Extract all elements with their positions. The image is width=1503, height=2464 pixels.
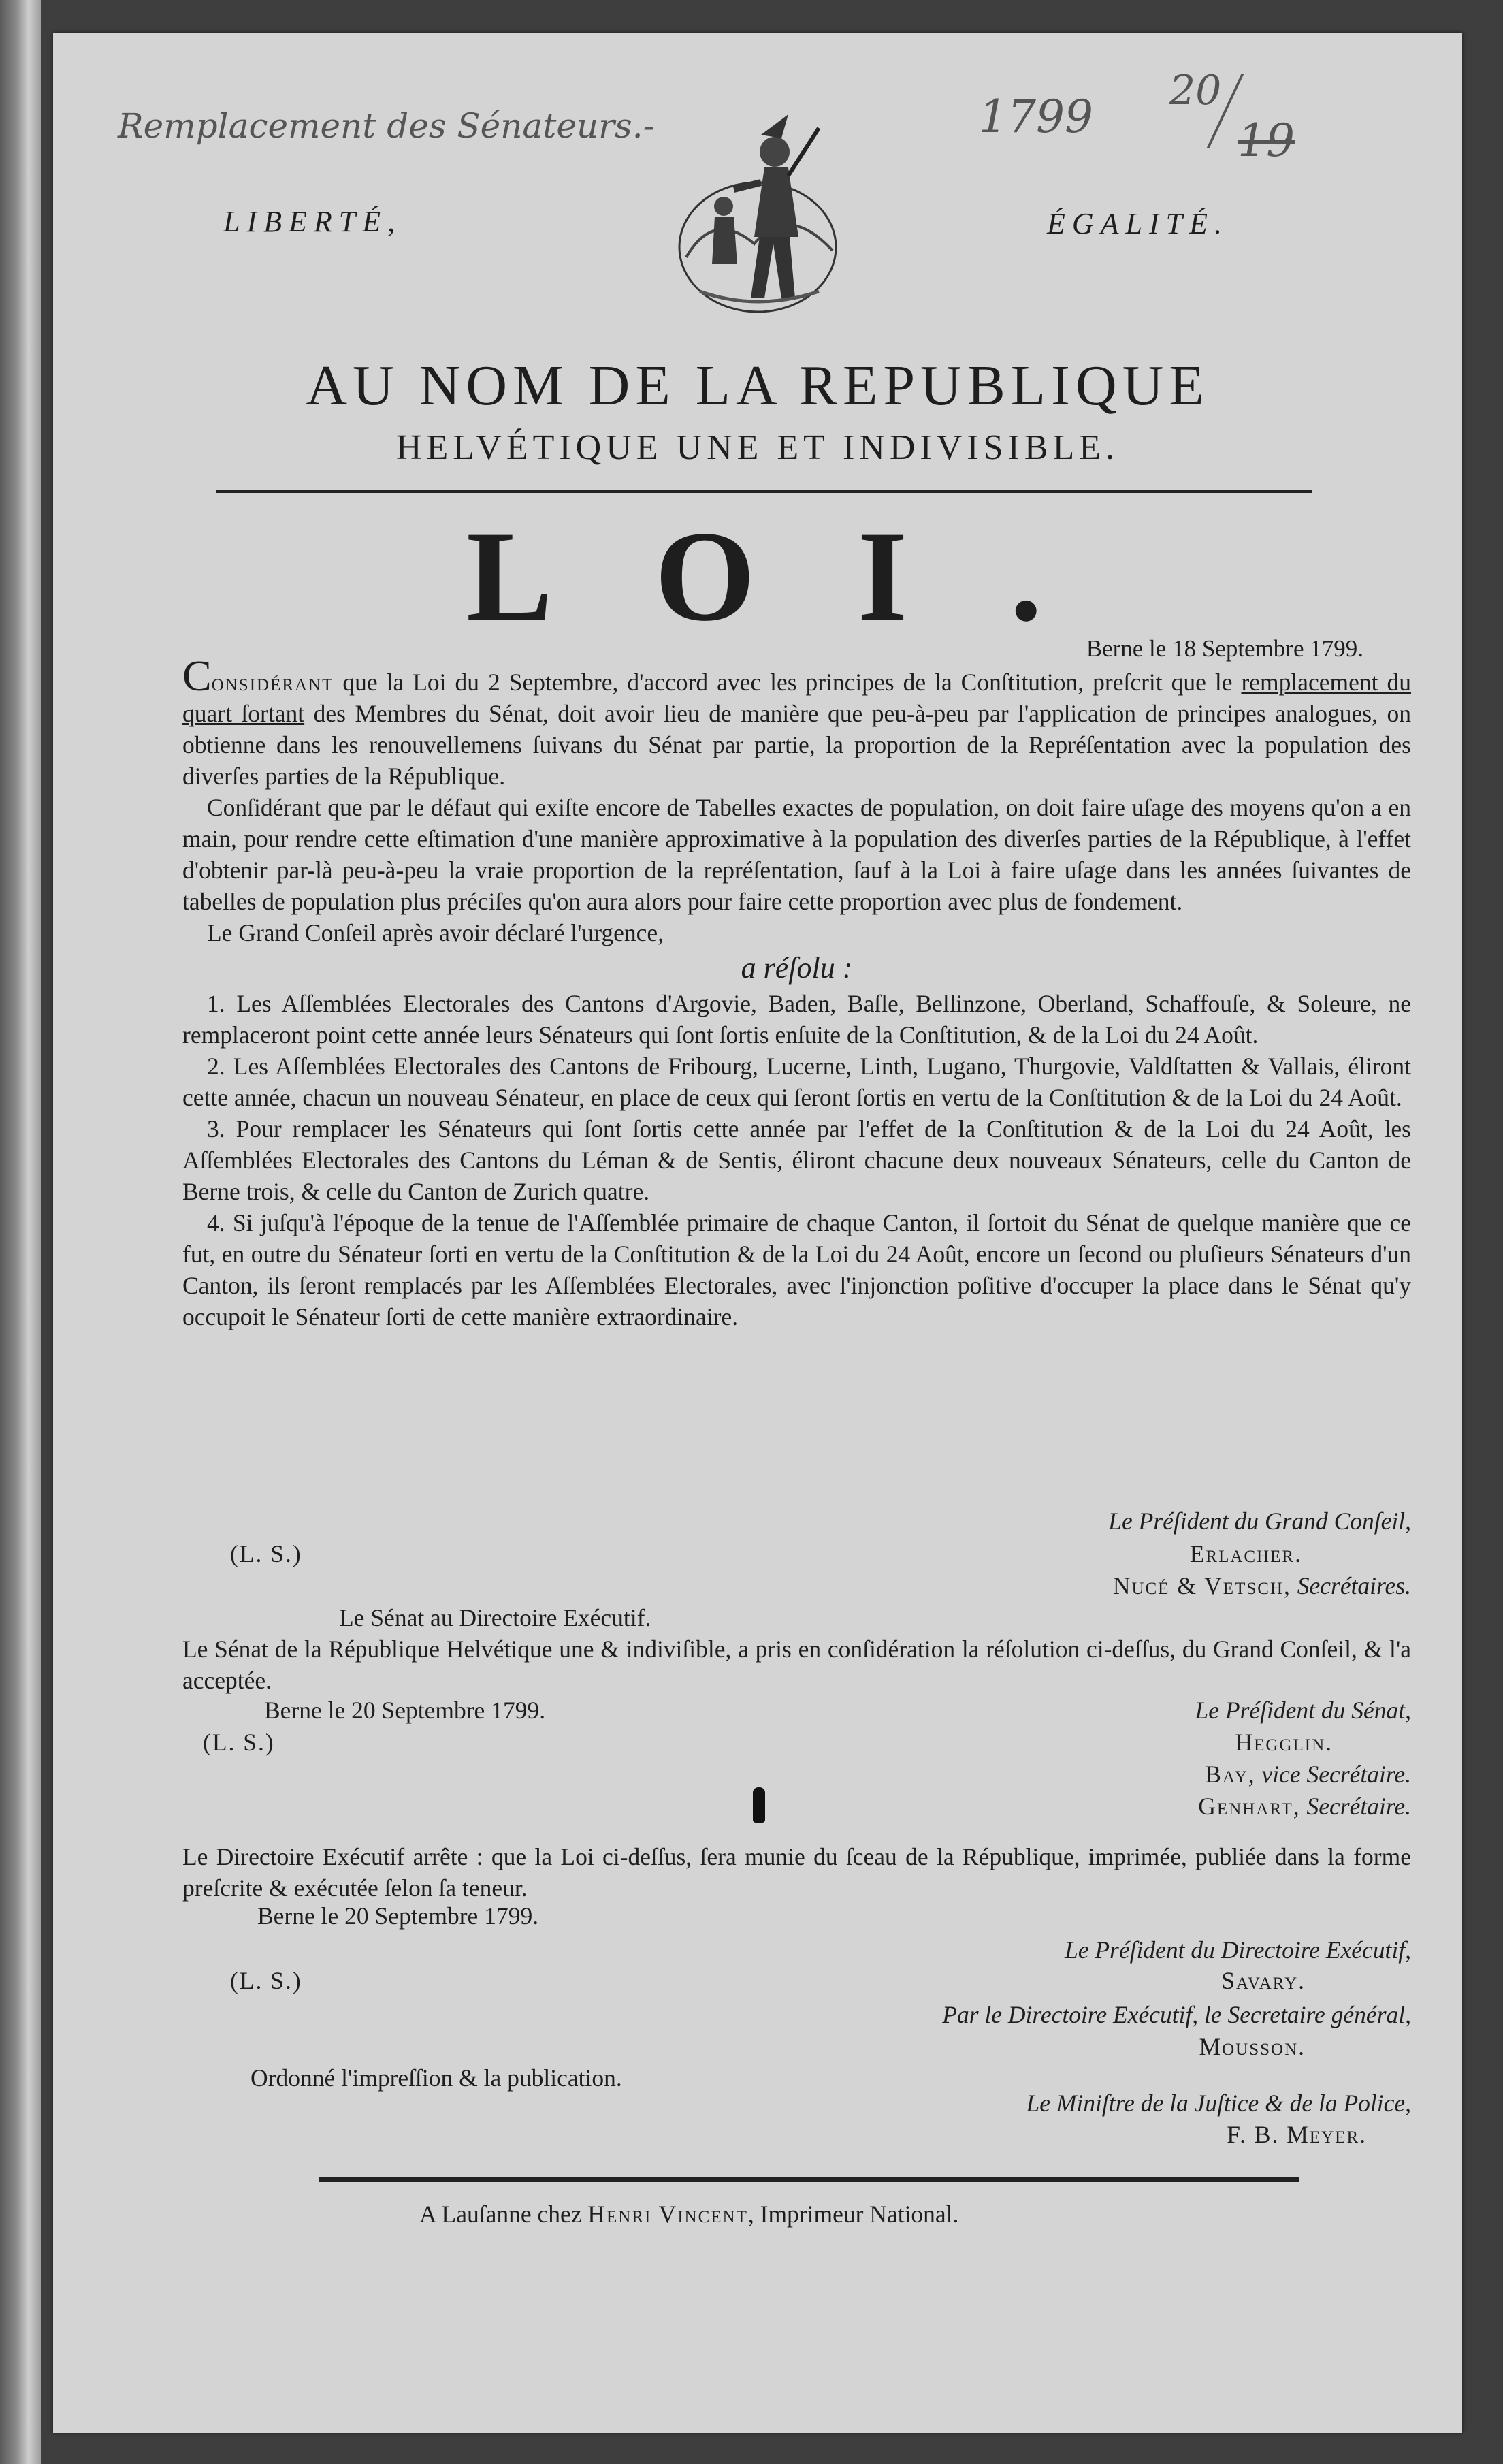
seal-grand-conseil: (L. S.) xyxy=(230,1540,302,1567)
senat-president-title: Le Préſident du Sénat, xyxy=(1195,1697,1411,1724)
article-1: 1. Les Aſſemblées Electorales des Cantons d'Argovie, Baden, Baſle, Bellinzone, Oberland, Schaffouſe, & Soleure, ne remplaceront point cette année leurs Sénateurs qui ſont ſortis enſuite de la Conſtitution, & de la Loi du 24 Août. xyxy=(182,990,1411,1049)
article-3: 3. Pour remplacer les Sénateurs qui ſont ſortis cette année par l'effet de la Conſtitution & de la Loi du 24 Août, les Aſſemblées Electorales des Cantons du Léman & de Sentis, éliront chacune deux nouveaux Sénateurs, celle du Canton de Berne trois, & celle du Canton de Zurich quatre. xyxy=(182,1115,1411,1205)
ornamental-rule xyxy=(216,490,1312,493)
motto-egalite: ÉGALITÉ. xyxy=(1047,207,1229,240)
preamble-paragraph-3: Le Grand Conſeil après avoir déclaré l'urgence, xyxy=(207,919,664,946)
order-of-publication: Ordonné l'impreſſion & la publication. xyxy=(251,2064,622,2092)
heading-loi: LOI. xyxy=(466,505,1144,648)
handwritten-year-note: 1799 xyxy=(979,91,1093,143)
handwritten-folio-top: 20 xyxy=(1169,67,1222,114)
handwritten-folio-bottom: 19 xyxy=(1238,114,1295,167)
directoire-president-name: Savary. xyxy=(1221,1967,1306,1994)
law-body xyxy=(182,652,1412,1332)
grand-conseil-president-title: Le Préſident du Grand Conſeil, xyxy=(1108,1507,1411,1535)
senat-text: Le Sénat de la République Helvétique une & indiviſible, a pris en conſidération la réſolution ci-deſſus, du Grand Conſeil, & l'a acceptée. xyxy=(182,1635,1411,1694)
preamble-paragraph-1 xyxy=(182,652,1412,792)
book-binding-edge xyxy=(0,0,41,2464)
senat-vice-secretary xyxy=(1205,1760,1411,1789)
directoire-date: Berne le 20 Septembre 1799. xyxy=(257,1902,539,1930)
imprint-printer-name: Henri Vincent xyxy=(587,2201,748,2228)
grand-conseil-secretaries-title: Secrétaires. xyxy=(1297,1572,1411,1599)
a-resolu-heading: a réſolu : xyxy=(741,951,853,985)
drop-cap: C xyxy=(182,652,212,700)
william-tell-vignette-icon xyxy=(673,87,843,319)
senat-secretary-title: Secrétaire. xyxy=(1306,1793,1411,1820)
imprint-before: A Lauſanne chez xyxy=(419,2201,588,2228)
senat-vice-name: Bay, xyxy=(1205,1761,1256,1788)
printer-imprint xyxy=(419,2200,958,2228)
handwritten-topic-note: Remplacement des Sénateurs.- xyxy=(118,106,655,146)
dateline: Berne le 18 Septembre 1799. xyxy=(1086,635,1363,662)
subtitle-helvetique: HELVÉTIQUE UNE ET INDIVISIBLE. xyxy=(395,428,1120,467)
preamble-text-1b: des Membres du Sénat, doit avoir lieu de manière que peu-à-peu par l'application de principes analogues, on obtienne dans les renouvellemens ſuivans du Sénat par partie, la proportion de la Repréſentation avec la population des diverſes parties de la République. xyxy=(182,700,1412,790)
imprint-after: , Imprimeur National. xyxy=(747,2201,959,2228)
senat-date: Berne le 20 Septembre 1799. xyxy=(264,1697,546,1724)
document-sheet xyxy=(53,33,1462,2433)
grand-conseil-secretaries xyxy=(1113,1571,1411,1600)
senat-president-name: Hegglin. xyxy=(1235,1729,1333,1756)
directoire-secgen-name: Mousson. xyxy=(1199,2033,1306,2060)
directoire-secgen-title: Par le Directoire Exécutif, le Secretaire général, xyxy=(942,2001,1411,2028)
directoire-text: Le Directoire Exécutif arrête : que la Loi ci-deſſus, ſera munie du ſceau de la République, imprimée, publiée dans la forme preſcrite & exécutée ſelon ſa teneur. xyxy=(182,1843,1411,1902)
directoire-president-title: Le Préſident du Directoire Exécutif, xyxy=(1064,1936,1411,1964)
grand-conseil-secretaries-names: Nucé & Vetsch, xyxy=(1112,1572,1291,1599)
minister-name: F. B. Meyer. xyxy=(1227,2121,1367,2148)
senat-vice-title: vice Secrétaire. xyxy=(1261,1761,1411,1788)
preamble-text-1a: que la Loi du 2 Septembre, d'accord avec les principes de la Conſtitution, preſcrit que le xyxy=(334,669,1242,696)
preamble-lead-word: onsidérant xyxy=(211,669,334,696)
grand-conseil-president-name: Erlacher. xyxy=(1189,1540,1302,1567)
seal-directoire: (L. S.) xyxy=(230,1967,302,1994)
article-4: 4. Si juſqu'à l'époque de la tenue de l'Aſſemblée primaire de chaque Canton, il ſortoit du Sénat de quelque manière que ce fut, en outre du Sénateur ſorti en vertu de la Conſtitution & de la Loi du 24 Août, encore un ſecond ou pluſieurs Sénateurs d'un Canton, ils ſeront remplacés par les Aſſemblées Electorales, avec l'injonction poſitive d'occuper la place dans le Sénat qu'y occupoit le Sénateur ſorti de cette manière extraordinaire. xyxy=(182,1209,1411,1330)
article-2: 2. Les Aſſemblées Electorales des Cantons de Fribourg, Lucerne, Linth, Lugano, Thurgovie, Valdſtatten & Vallais, éliront cette année, chacun un nouveau Sénateur, en place de ceux qui ſeront ſortis en vertu de la Conſtitution & de la Loi du 24 Août. xyxy=(182,1053,1411,1111)
title-au-nom-de-la-republique: AU NOM DE LA REPUBLIQUE xyxy=(306,354,1210,417)
seal-senat: (L. S.) xyxy=(203,1729,275,1756)
senat-secretary-name: Genhart, xyxy=(1198,1793,1301,1820)
senat-secretary xyxy=(1198,1792,1411,1821)
preamble-paragraph-2: Conſidérant que par le défaut qui exiſte encore de Tabelles exactes de population, on doit faire uſage des moyens qu'on a en main, pour rendre cette eſtimation d'une manière approximative à la population des diverſes parties de la République, à l'effet d'obtenir par-là peu-à-peu la vraie proportion de la repréſentation, ſauf à la Loi à faire uſage dans les années ſuivantes de tabelles de population plus préciſes qu'on aura alors pour faire cette proportion avec plus de fondement. xyxy=(182,794,1411,915)
ink-blot-mark xyxy=(753,1787,765,1823)
motto-liberte: LIBERTÉ, xyxy=(223,205,402,238)
footer-rule xyxy=(319,2177,1299,2182)
underlined-phrase: remplacement du quart ſortant xyxy=(182,669,1411,727)
senat-heading: Le Sénat au Directoire Exécutif. xyxy=(339,1604,651,1631)
minister-title: Le Miniſtre de la Juſtice & de la Police, xyxy=(1026,2090,1411,2117)
